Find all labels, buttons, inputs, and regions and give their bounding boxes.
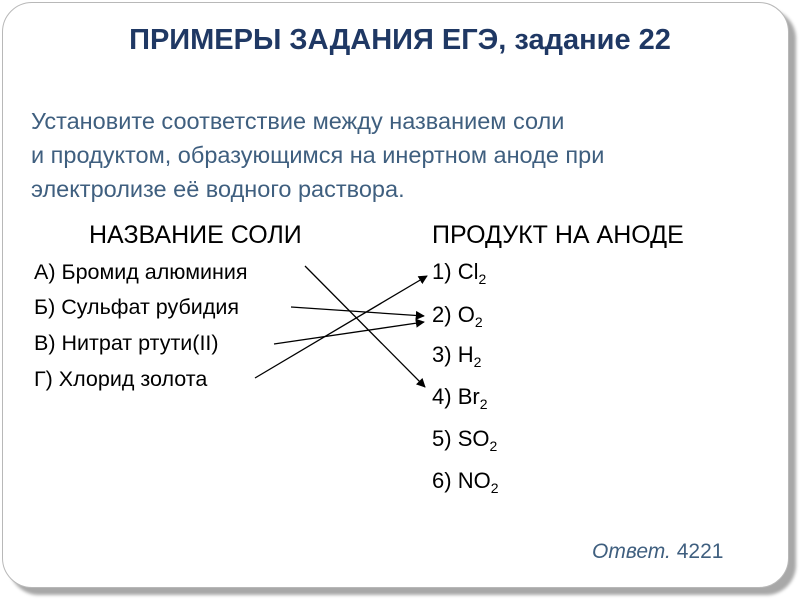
product-subscript: 2 (490, 480, 499, 496)
answer-value: 4221 (676, 540, 724, 563)
product-column-header: ПРОДУКТ НА АНОДЕ (432, 221, 684, 249)
product-number: 3) (432, 342, 452, 367)
product-formula: H (457, 342, 474, 367)
product-formula: SO (457, 426, 490, 451)
product-subscript: 2 (479, 396, 488, 412)
salt-b: Б) Сульфат рубидия (34, 295, 240, 319)
page-title: ПРИМЕРЫ ЗАДАНИЯ ЕГЭ, задание 22 (129, 24, 671, 56)
task-line-2: и продуктом, образующимся на инертном аноде при (31, 142, 605, 168)
answer-label: Ответ. (592, 540, 671, 563)
product-formula: Br (457, 384, 480, 409)
salt-g: Г) Хлорид золота (34, 367, 208, 391)
product-subscript: 2 (473, 354, 482, 370)
product-number: 5) (432, 426, 452, 451)
product-number: 1) (432, 259, 452, 284)
salt-v: В) Нитрат ртути(II) (34, 331, 219, 355)
product-formula: Cl (457, 259, 479, 284)
product-subscript: 2 (489, 438, 498, 454)
task-line-3: электролизе её водного раствора. (31, 176, 405, 202)
answer (592, 540, 723, 564)
product-formula: O (457, 302, 475, 327)
product-number: 6) (432, 468, 452, 493)
product-number: 2) (432, 302, 452, 327)
task-line-1: Установите соответствие между названием соли (31, 108, 565, 134)
salt-column-header: НАЗВАНИЕ СОЛИ (89, 221, 302, 249)
arrow-b-to-2 (291, 307, 424, 316)
product-number: 4) (432, 384, 452, 409)
arrow-v-to-2 (274, 322, 424, 344)
product-subscript: 2 (474, 314, 483, 330)
arrow-a-to-4 (305, 266, 425, 387)
product-formula: NO (457, 468, 491, 493)
salt-a: А) Бромид алюминия (34, 260, 248, 284)
product-subscript: 2 (478, 271, 487, 287)
